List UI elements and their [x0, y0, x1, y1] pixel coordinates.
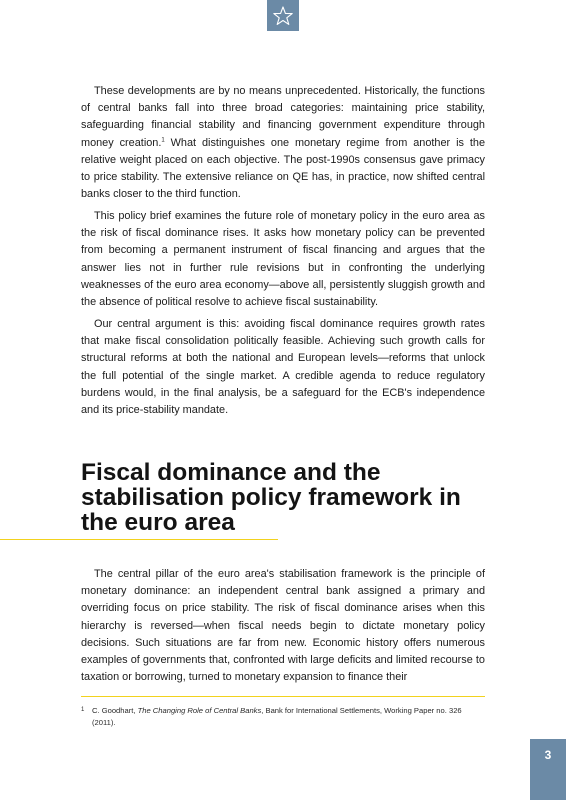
footnote-number: 1 [81, 707, 85, 713]
body-paragraph-1: These developments are by no means unprecedented. Historically, the functions of central banks fall into three broad categories: maintaining price stability, safeguarding financial stability and financing government expenditure through money creation.$^1$ What distinguishes one monetary regime from another is the relative weight placed on each objective. The post-1990s consensus gave primacy to price stability. The extensive reliance on QE has, in practice, now shifted central banks closer to the third function. [81, 85, 485, 201]
page-number: 3 [544, 748, 552, 762]
logo-badge [267, 0, 299, 31]
section-heading: Fiscal dominance and the stabilisation policy framework in the euro area [81, 459, 461, 536]
star-emblem-icon [272, 5, 294, 27]
footnote-cited-title: The Changing Role of Central Banks [137, 706, 262, 715]
footnote-divider [81, 696, 485, 697]
page-number-tab [530, 739, 566, 800]
footnote-reference[interactable]: 1 [161, 136, 165, 143]
footnote-text: C. Goodhart, The Changing Role of Central Banks, Bank for International Settlements, Working Paper no. 326 (2011). [92, 706, 462, 727]
body-paragraph-3: Our central argument is this: avoiding fiscal dominance requires growth rates that make fiscal consolidation politically feasible. Achieving such growth calls for structural reforms at both the national and European levels—reforms that unlock the full potential of the single market. A credible agenda to reduce regulatory burdens would, in the final analysis, be a safeguard for the ECB's independence and its price-stability mandate. [81, 318, 485, 417]
heading-underline [0, 539, 278, 540]
body-paragraph-2: This policy brief examines the future role of monetary policy in the euro area as the risk of fiscal dominance rises. It asks how monetary policy can be prevented from becoming a permanent instrument of fiscal financing and argues that the answer lies not in further rule revisions but in confronting the underlying weaknesses of the euro area economy—above all, persistently sluggish growth and the absence of political resolve to achieve fiscal sustainability. [81, 210, 485, 309]
footnote [81, 705, 485, 728]
body-paragraph-4: The central pillar of the euro area's stabilisation framework is the principle of monetary dominance: an independent central bank assigned a primary and overriding focus on price stability. The risk of fiscal dominance arises when this hierarchy is reversed—when fiscal needs begin to dictate monetary policy decisions. Such situations are far from new. Economic history offers numerous examples of governments that, confronted with large deficits and limited recourse to taxation or borrowing, turned to monetary expansion to finance their [81, 568, 485, 684]
